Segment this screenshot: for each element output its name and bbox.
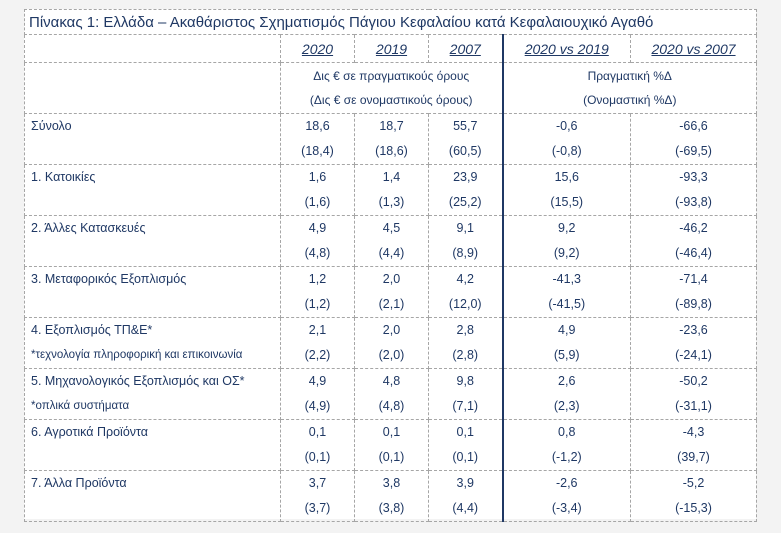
table-row — [25, 471, 757, 522]
row-label: 4. Εξοπλισμός ΤΠ&Ε* — [31, 323, 153, 337]
row-label: 3. Μεταφορικός Εξοπλισμός — [31, 272, 187, 286]
change-vs-2007-real: -93,3 — [679, 170, 708, 184]
value-2007-nominal: (0,1) — [452, 450, 479, 464]
change-vs-2007-real: -4,3 — [682, 425, 705, 439]
table-row — [25, 369, 757, 420]
value-2007-nominal: (2,8) — [452, 348, 479, 362]
value-2007-real: 4,2 — [456, 272, 474, 286]
change-vs-2019-cell — [503, 114, 631, 165]
row-label-cell — [25, 420, 281, 471]
value-2019-cell — [355, 267, 429, 318]
value-2019-nominal: (4,8) — [378, 399, 405, 413]
value-2020-cell — [281, 471, 355, 522]
units-changes — [503, 63, 757, 114]
value-2019-cell — [355, 114, 429, 165]
value-2019-real: 1,4 — [382, 170, 401, 184]
change-vs-2019-real: 15,6 — [554, 170, 579, 184]
row-note — [31, 241, 276, 266]
value-2019-real: 4,8 — [382, 374, 401, 388]
change-vs-2019-real: -2,6 — [555, 476, 578, 490]
table-row — [25, 420, 757, 471]
change-vs-2019-nominal: (15,5) — [550, 195, 584, 209]
value-2007-cell — [429, 114, 503, 165]
row-label-cell — [25, 369, 281, 420]
row-label-cell — [25, 318, 281, 369]
value-2007-nominal: (60,5) — [448, 144, 482, 158]
change-vs-2007-nominal: (-46,4) — [675, 246, 712, 260]
change-vs-2019-real: 2,6 — [558, 374, 576, 388]
value-2007-cell — [429, 165, 503, 216]
value-2019-nominal: (0,1) — [378, 450, 405, 464]
value-2019-real: 2,0 — [382, 272, 401, 286]
value-2007-cell — [429, 369, 503, 420]
row-label: 7. Άλλα Προϊόντα — [31, 476, 127, 490]
change-vs-2019-cell — [503, 267, 631, 318]
value-2019-cell — [355, 369, 429, 420]
value-2007-real: 0,1 — [456, 425, 474, 439]
change-nominal: (Ονομαστική %Δ) — [583, 93, 677, 107]
value-2020-cell — [281, 165, 355, 216]
change-vs-2007-cell — [631, 165, 757, 216]
row-note — [31, 496, 276, 521]
value-2007-real: 55,7 — [453, 119, 478, 133]
change-vs-2019-nominal: (-41,5) — [548, 297, 586, 311]
value-2019-cell — [355, 216, 429, 267]
row-note — [31, 190, 276, 215]
change-vs-2007-real: -50,2 — [679, 374, 708, 388]
value-2007-cell — [429, 471, 503, 522]
header-blank — [25, 35, 281, 63]
value-2007-cell — [429, 420, 503, 471]
row-note — [31, 445, 276, 470]
table-row — [25, 216, 757, 267]
value-2020-nominal: (0,1) — [304, 450, 331, 464]
value-2020-cell — [281, 369, 355, 420]
row-note: *τεχνολογία πληροφορική και επικοινωνία — [31, 349, 243, 361]
change-vs-2007-nominal: (39,7) — [677, 450, 710, 464]
value-2007-real: 2,8 — [456, 323, 474, 337]
value-2019-nominal: (1,3) — [378, 195, 405, 209]
change-vs-2007-nominal: (-69,5) — [675, 144, 712, 158]
change-vs-2019-cell — [503, 369, 631, 420]
value-2007-cell — [429, 216, 503, 267]
table-row — [25, 267, 757, 318]
units-nominal: (Δις € σε ονομαστικούς όρους) — [309, 93, 473, 107]
change-vs-2019-real: 0,8 — [558, 425, 576, 439]
value-2020-real: 2,1 — [308, 323, 327, 337]
change-vs-2007-cell — [631, 420, 757, 471]
change-vs-2019-cell — [503, 165, 631, 216]
header-change-2019: 2020 vs 2019 — [503, 35, 631, 63]
year-header-row — [25, 35, 757, 63]
value-2020-nominal: (1,6) — [304, 195, 331, 209]
change-vs-2007-cell — [631, 267, 757, 318]
value-2007-nominal: (12,0) — [448, 297, 482, 311]
value-2020-cell — [281, 318, 355, 369]
row-label-cell — [25, 216, 281, 267]
value-2019-nominal: (2,1) — [378, 297, 405, 311]
value-2019-real: 0,1 — [382, 425, 401, 439]
value-2020-nominal: (3,7) — [304, 501, 331, 515]
value-2019-cell — [355, 318, 429, 369]
change-vs-2019-cell — [503, 471, 631, 522]
table-row — [25, 165, 757, 216]
value-2019-nominal: (4,4) — [378, 246, 405, 260]
value-2020-cell — [281, 420, 355, 471]
header-change-2007: 2020 vs 2007 — [631, 35, 757, 63]
row-label: 1. Κατοικίες — [31, 170, 96, 184]
row-note — [31, 292, 276, 317]
units-levels — [281, 63, 503, 114]
row-label: 2. Άλλες Κατασκευές — [31, 221, 146, 235]
header-year-2020: 2020 — [281, 35, 355, 63]
change-vs-2007-cell — [631, 216, 757, 267]
header-year-2007: 2007 — [429, 35, 503, 63]
value-2019-cell — [355, 420, 429, 471]
value-2020-real: 18,6 — [305, 119, 330, 133]
change-vs-2019-nominal: (-0,8) — [551, 144, 582, 158]
value-2019-real: 2,0 — [382, 323, 401, 337]
change-vs-2019-real: -0,6 — [555, 119, 578, 133]
change-vs-2019-nominal: (2,3) — [553, 399, 580, 413]
change-vs-2007-nominal: (-89,8) — [675, 297, 712, 311]
value-2019-nominal: (2,0) — [378, 348, 405, 362]
change-vs-2007-real: -46,2 — [679, 221, 708, 235]
change-vs-2019-real: 4,9 — [558, 323, 576, 337]
value-2019-nominal: (18,6) — [375, 144, 408, 158]
table-row — [25, 114, 757, 165]
value-2020-nominal: (4,8) — [304, 246, 331, 260]
value-2019-real: 18,7 — [379, 119, 404, 133]
change-vs-2007-cell — [631, 471, 757, 522]
value-2020-cell — [281, 216, 355, 267]
change-vs-2019-cell — [503, 318, 631, 369]
value-2020-nominal: (18,4) — [301, 144, 334, 158]
row-label: Σύνολο — [31, 119, 72, 133]
value-2007-nominal: (7,1) — [452, 399, 479, 413]
change-vs-2007-nominal: (-31,1) — [675, 399, 712, 413]
change-vs-2007-nominal: (-24,1) — [675, 348, 712, 362]
header-year-2019: 2019 — [355, 35, 429, 63]
units-real: Δις € σε πραγματικούς όρους — [313, 69, 470, 83]
change-vs-2019-cell — [503, 216, 631, 267]
value-2019-real: 4,5 — [382, 221, 401, 235]
change-vs-2019-nominal: (9,2) — [553, 246, 580, 260]
change-vs-2007-cell — [631, 318, 757, 369]
change-vs-2007-real: -66,6 — [679, 119, 708, 133]
row-note: *οπλικά συστήματα — [31, 400, 130, 412]
value-2007-nominal: (4,4) — [452, 501, 479, 515]
row-label-cell — [25, 114, 281, 165]
capital-formation-table — [24, 9, 757, 522]
change-vs-2019-real: -41,3 — [552, 272, 581, 286]
row-label-cell — [25, 267, 281, 318]
row-note — [31, 139, 276, 164]
value-2007-cell — [429, 267, 503, 318]
value-2020-nominal: (1,2) — [304, 297, 331, 311]
value-2007-real: 23,9 — [453, 170, 478, 184]
change-vs-2007-nominal: (-15,3) — [675, 501, 712, 515]
change-vs-2007-real: -5,2 — [682, 476, 705, 490]
value-2019-cell — [355, 471, 429, 522]
value-2020-real: 4,9 — [308, 374, 327, 388]
value-2019-nominal: (3,8) — [378, 501, 405, 515]
change-vs-2019-nominal: (-3,4) — [551, 501, 582, 515]
value-2007-real: 3,9 — [456, 476, 474, 490]
change-vs-2019-real: 9,2 — [558, 221, 576, 235]
change-vs-2019-nominal: (5,9) — [553, 348, 580, 362]
value-2020-nominal: (2,2) — [304, 348, 331, 362]
value-2020-real: 4,9 — [308, 221, 327, 235]
value-2020-real: 3,7 — [308, 476, 327, 490]
value-2020-cell — [281, 267, 355, 318]
change-vs-2019-nominal: (-1,2) — [551, 450, 582, 464]
value-2020-real: 1,6 — [308, 170, 327, 184]
value-2007-nominal: (8,9) — [452, 246, 479, 260]
value-2020-cell — [281, 114, 355, 165]
row-label: 5. Μηχανολογικός Εξοπλισμός και ΟΣ* — [31, 374, 245, 388]
row-label-cell — [25, 471, 281, 522]
unit-header-row — [25, 63, 757, 114]
value-2020-real: 0,1 — [308, 425, 327, 439]
value-2019-real: 3,8 — [382, 476, 401, 490]
row-label-cell — [25, 165, 281, 216]
table-title: Πίνακας 1: Ελλάδα – Ακαθάριστος Σχηματισμός Πάγιου Κεφαλαίου κατά Κεφαλαιουχικό Αγαθό — [25, 10, 757, 35]
table-sheet — [24, 9, 756, 519]
value-2019-cell — [355, 165, 429, 216]
row-label: 6. Αγροτικά Προϊόντα — [31, 425, 149, 439]
change-real: Πραγματική %Δ — [587, 69, 672, 83]
change-vs-2007-cell — [631, 369, 757, 420]
change-vs-2007-nominal: (-93,8) — [675, 195, 712, 209]
value-2007-real: 9,1 — [456, 221, 474, 235]
change-vs-2007-real: -71,4 — [679, 272, 708, 286]
value-2007-cell — [429, 318, 503, 369]
table-row — [25, 318, 757, 369]
value-2007-nominal: (25,2) — [448, 195, 482, 209]
change-vs-2019-cell — [503, 420, 631, 471]
value-2007-real: 9,8 — [456, 374, 474, 388]
change-vs-2007-real: -23,6 — [679, 323, 708, 337]
unit-blank — [25, 63, 281, 114]
change-vs-2007-cell — [631, 114, 757, 165]
value-2020-nominal: (4,9) — [304, 399, 331, 413]
value-2020-real: 1,2 — [308, 272, 327, 286]
